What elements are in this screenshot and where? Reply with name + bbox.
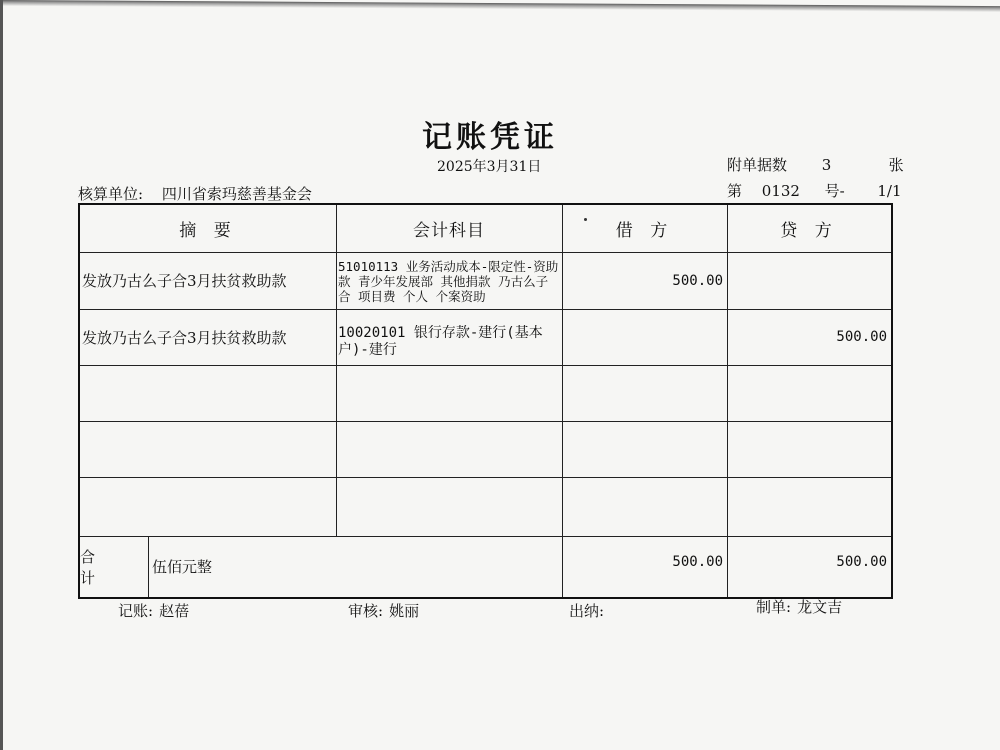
scan-speck	[584, 218, 587, 221]
row1-account: 51010113 业务活动成本-限定性-资助款 青少年发展部 其他捐款 乃古么子合 项目费 个人 个案资助	[338, 259, 559, 304]
row1-credit	[727, 252, 891, 309]
reviewer	[348, 600, 419, 621]
row-divider	[80, 477, 891, 478]
organization	[78, 183, 312, 204]
attachments-info	[727, 154, 904, 175]
row-divider	[80, 421, 891, 422]
bookkeeper-label: 记账:	[118, 602, 154, 620]
row2-credit: 500.00	[836, 329, 887, 345]
page-indicator: 1/1	[877, 182, 902, 200]
total-amount-words: 伍佰元整	[152, 558, 213, 576]
row-divider	[80, 365, 891, 366]
number-prefix: 第	[727, 182, 743, 200]
total-debit: 500.00	[672, 554, 723, 570]
header-summary: 摘 要	[179, 221, 237, 241]
organization-label: 核算单位:	[78, 185, 144, 203]
voucher-date: 2025年3月31日	[437, 159, 542, 175]
signature-line	[0, 600, 1000, 626]
row1-summary: 发放乃古么子合3月扶贫救助款	[82, 272, 287, 290]
preparer	[756, 596, 842, 617]
scan-edge-top	[0, 0, 1000, 20]
bookkeeper-name: 赵蓓	[159, 602, 190, 620]
preparer-label: 制单:	[756, 598, 792, 616]
total-credit: 500.00	[836, 554, 887, 570]
total-label: 合 计	[80, 547, 110, 587]
reviewer-name: 姚丽	[389, 602, 420, 620]
bookkeeper	[118, 600, 189, 621]
col-divider	[336, 205, 337, 536]
header-account: 会计科目	[413, 221, 485, 241]
attachments-label: 附单据数	[727, 156, 788, 174]
number-suffix: 号-	[824, 182, 845, 200]
header-credit: 贷 方	[780, 221, 838, 241]
voucher-table	[78, 203, 893, 599]
row2-account: 10020101 银行存款-建行(基本户)-建行	[338, 325, 543, 358]
reviewer-label: 审核:	[348, 602, 384, 620]
row2-summary: 发放乃古么子合3月扶贫救助款	[82, 328, 287, 347]
voucher-title: 记账凭证	[422, 120, 558, 155]
cashier-label: 出纳:	[569, 602, 605, 620]
row2-debit	[562, 309, 727, 365]
organization-name: 四川省索玛慈善基金会	[161, 185, 312, 203]
header-debit: 借 方	[615, 221, 674, 241]
row1-debit: 500.00	[672, 272, 723, 289]
attachments-unit: 张	[888, 156, 904, 174]
number-value: 0132	[761, 182, 800, 200]
voucher-number	[727, 180, 901, 201]
preparer-name: 龙文吉	[797, 598, 843, 616]
cashier	[569, 600, 610, 621]
attachments-count: 3	[821, 156, 832, 174]
